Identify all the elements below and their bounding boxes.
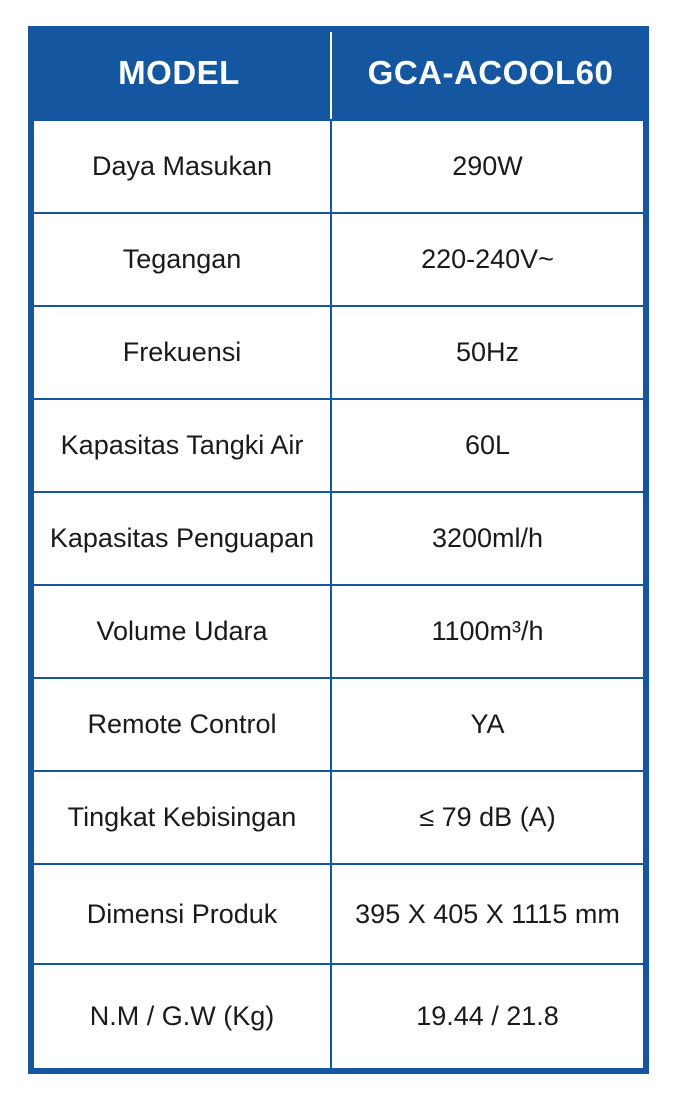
row-value: 395 X 405 X 1115 mm	[332, 865, 643, 963]
row-value: 220-240V~	[332, 214, 643, 305]
table-row	[28, 121, 649, 214]
row-value: 290W	[332, 121, 643, 212]
table-row	[28, 679, 649, 772]
table-row	[28, 214, 649, 307]
row-value: ≤ 79 dB (A)	[332, 772, 643, 863]
row-label: Kapasitas Penguapan	[34, 493, 330, 584]
row-label: Tingkat Kebisingan	[34, 772, 330, 863]
row-label: Dimensi Produk	[34, 865, 330, 963]
row-label: Tegangan	[34, 214, 330, 305]
table-row	[28, 307, 649, 400]
row-value: 50Hz	[332, 307, 643, 398]
row-value: 3200ml/h	[332, 493, 643, 584]
header-model-label: MODEL	[118, 53, 240, 91]
row-label: Kapasitas Tangki Air	[34, 400, 330, 491]
row-label: Remote Control	[34, 679, 330, 770]
row-label: Daya Masukan	[34, 121, 330, 212]
row-value: YA	[332, 679, 643, 770]
table-row	[28, 493, 649, 586]
table-row	[28, 865, 649, 965]
table-row	[28, 586, 649, 679]
row-value: 60L	[332, 400, 643, 491]
table-row	[28, 772, 649, 865]
table-row	[28, 965, 649, 1074]
row-value: 1100m³/h	[332, 586, 643, 677]
table-header-row	[28, 26, 649, 119]
row-label: Frekuensi	[34, 307, 330, 398]
row-label: N.M / G.W (Kg)	[34, 965, 330, 1068]
row-label: Volume Udara	[34, 586, 330, 677]
spec-table	[28, 26, 649, 1074]
header-model-value: GCA-ACOOL60	[367, 53, 614, 91]
row-value: 19.44 / 21.8	[332, 965, 643, 1068]
table-row	[28, 400, 649, 493]
